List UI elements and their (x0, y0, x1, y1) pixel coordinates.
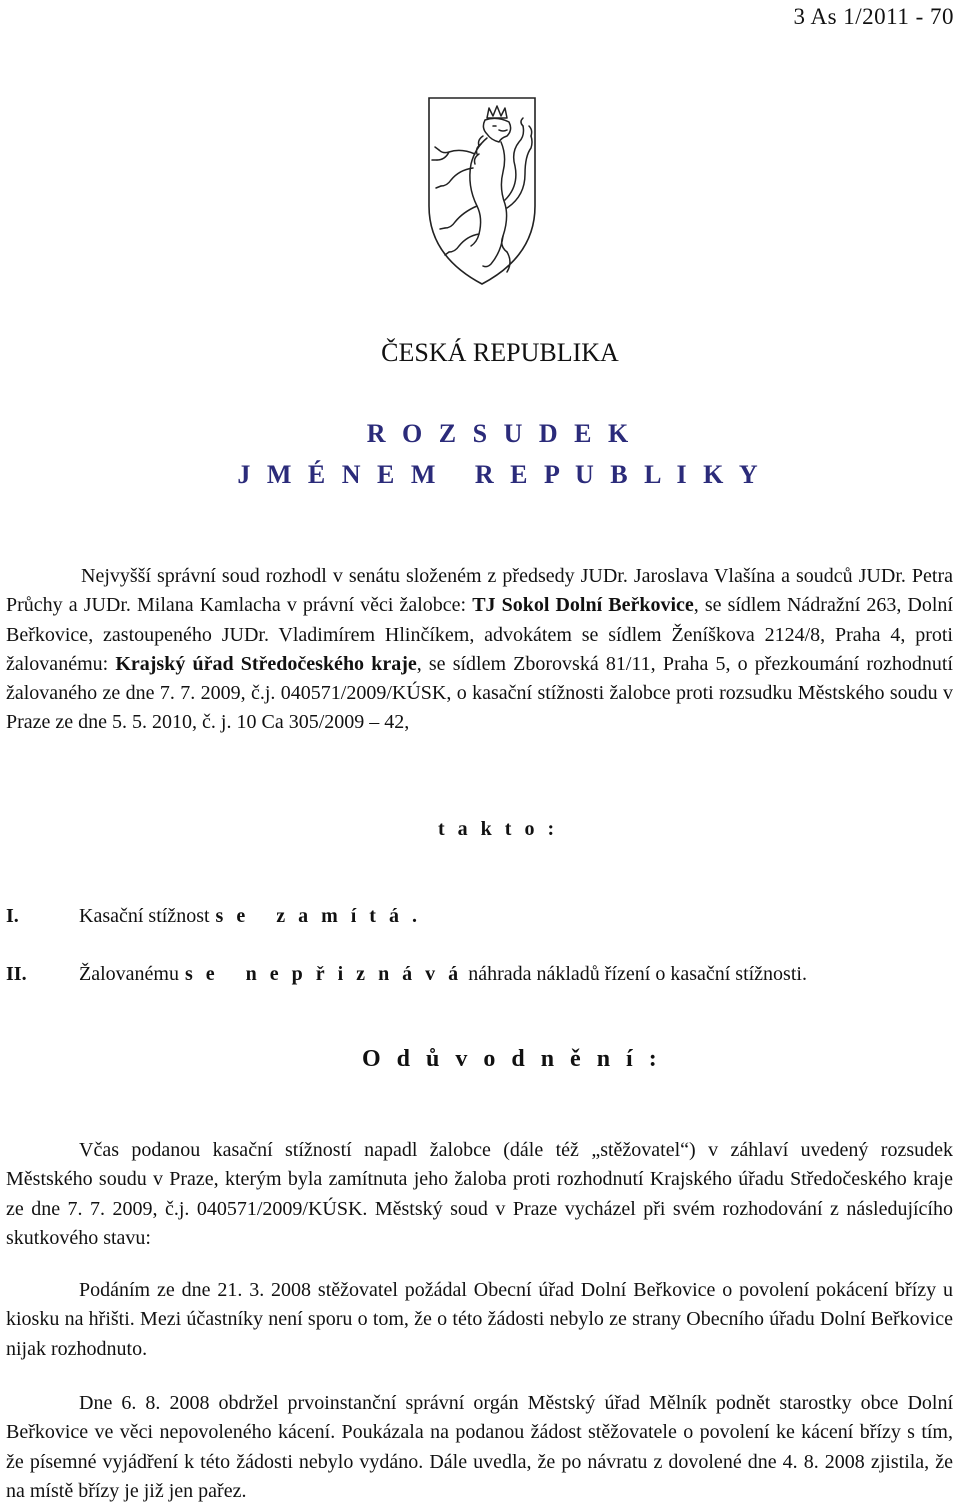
country-name: ČESKÁ REPUBLIKA (381, 338, 619, 367)
coat-of-arms-icon (427, 96, 537, 286)
reasons-paragraph: Podáním ze dne 21. 3. 2008 stěžovatel požádal Obecní úřad Dolní Beřkovice o povolení pokácení břízy u kiosku na hřišti. Mezi účastníky není sporu o tom, že o této žádosti nebylo ze strany Obecního úřadu Dolní Beřkovice nijak rozhodnuto. (6, 1279, 953, 1360)
document-subtitle: J M É N E M R E P U B L I K Y (237, 460, 763, 489)
verdict-item-pre: Kasační stížnost (79, 905, 210, 927)
intro-text-3: , se sídlem Zborovská 81/11, Praha 5, o přezkoumání rozhodnutí žalovaného ze dne 7. 7. 2009, č.j. 040571/2009/KÚSK, o kasační stížnosti žalobce proti rozsudku Městského soudu v Praze ze dne 5. 5. 2010, č. j. 10 Ca 305/2009 – 42, (6, 652, 953, 734)
intro-paragraph (6, 562, 953, 738)
reasons-paragraph: Včas podanou kasační stížností napadl žalobce (dále též „stěžovatel“) v záhlaví uvedený rozsudek Městského soudu v Praze, kterým byla zamítnuta jeho žaloba proti rozhodnutí Krajského úřadu Středočeského kraje ze dne 7. 7. 2009, č.j. 040571/2009/KÚSK. Městský soud v Praze vycházel při svém rozhodování z následujícího skutkového stavu: (6, 1139, 953, 1249)
plaintiff-name: TJ Sokol Dolní Beřkovice (472, 594, 694, 617)
verdict-heading: t a k t o : (438, 818, 559, 840)
verdict-item-text (79, 960, 807, 989)
reasons-paragraph: Dne 6. 8. 2008 obdržel prvoinstanční správní orgán Městský úřad Mělník podnět starostky obce Dolní Beřkovice ve věci nepovoleného kácení. Poukázala na podanou žádost stěžovatele o povolení ke kácení břízy s tím, že písemné vyjádření k této žádosti nebylo vydáno. Dále uvedla, že po návratu z dovolené dne 4. 8. 2008 zjistila, že na místě břízy je již jen pařez. (6, 1392, 953, 1502)
verdict-item-text (79, 902, 427, 931)
case-reference: 3 As 1/2011 - 70 (793, 4, 954, 29)
verdict-item-pre: Žalovanému (79, 963, 179, 985)
document-title: R O Z S U D E K (366, 419, 634, 448)
defendant-name: Krajský úřad Středočeského kraje (115, 652, 417, 675)
verdict-item-spaced: s e z a m í t á . (215, 905, 421, 927)
intro-text-2: , se sídlem Nádražní 263, Dolní Beřkovice, zastoupeného JUDr. Vladimírem Hlinčíkem, advokátem se sídlem Ženíškova 2124/8, Praha 4, proti žalovanému: (6, 594, 953, 675)
intro-text-1: Nejvyšší správní soud rozhodl v senátu složeném z předsedy JUDr. Jaroslava Vlašína a soudců JUDr. Petra Průchy a JUDr. Milana Kamlacha v právní věci žalobce: (6, 565, 953, 617)
verdict-item-number: I. (6, 905, 19, 927)
verdict-item-spaced: s e n e p ř i z n á v á (184, 963, 463, 985)
verdict-item-number: II. (6, 963, 27, 985)
reasons-heading: O d ů v o d n ě n í : (362, 1046, 662, 1072)
verdict-item-post: náhrada nákladů řízení o kasační stížnosti. (468, 963, 807, 985)
